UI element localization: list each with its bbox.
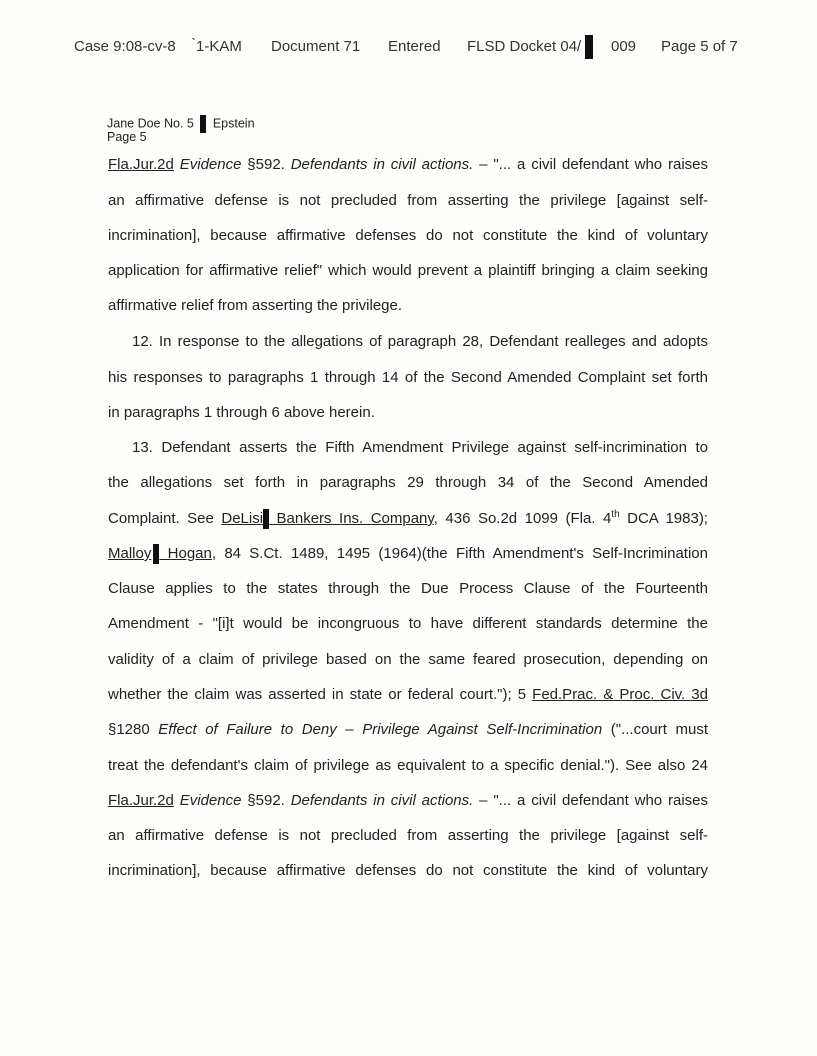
body-line: §1280 Effect of Failure to Deny – Privilege Against Self-Incrimination ("...court must xyxy=(108,721,708,738)
paragraph-13: 13. Defendant asserts the Fifth Amendment Privilege against self-incrimination to xyxy=(132,439,708,456)
party-plaintiff: Jane Doe No. 5 xyxy=(107,116,194,131)
body-line: in paragraphs 1 through 6 above herein. xyxy=(108,404,375,421)
entered-label: Entered xyxy=(388,38,441,55)
page-count: Page 5 of 7 xyxy=(661,38,738,55)
redaction-bar xyxy=(585,35,593,59)
citation-link: Hogan xyxy=(159,545,212,562)
docket-date-suffix: 009 xyxy=(611,38,637,55)
citation-link: DeLisi xyxy=(221,510,264,527)
body-line: an affirmative defense is not precluded from asserting the privilege [against self- xyxy=(108,192,708,209)
body-line: Fla.Jur.2d Evidence §592. Defendants in civil actions. – "... a civil defendant who raises xyxy=(108,156,708,173)
body-line: his responses to paragraphs 1 through 14 of the Second Amended Complaint set forth xyxy=(108,369,708,386)
body-line: Malloy Hogan, 84 S.Ct. 1489, 1495 (1964)(the Fifth Amendment's Self-Incrimination xyxy=(108,544,708,564)
body-line: the allegations set forth in paragraphs 29 through 34 of the Second Amended xyxy=(108,474,708,491)
body-line: treat the defendant's claim of privilege as equivalent to a specific denial."). See also 24 xyxy=(108,757,708,774)
case-number-suffix: ̀1-KAM xyxy=(196,38,242,55)
caption-page: Page 5 xyxy=(107,130,147,144)
body-line: Clause applies to the states through the Due Process Clause of the Fourteenth xyxy=(108,580,708,597)
body-line: Amendment - "[i]t would be incongruous to have different standards determine the xyxy=(108,615,708,632)
body-line: Complaint. See DeLisi Bankers Ins. Company, 436 So.2d 1099 (Fla. 4th DCA 1983); xyxy=(108,509,708,529)
page-header xyxy=(0,38,817,58)
case-number: Case 9:08-cv-8 xyxy=(74,38,176,55)
paragraph-12: 12. In response to the allegations of paragraph 28, Defendant realleges and adopts xyxy=(132,333,708,350)
document-number: Document 71 xyxy=(271,38,361,55)
citation-link: Bankers Ins. Company xyxy=(269,510,434,527)
body-line: whether the claim was asserted in state or federal court."); 5 Fed.Prac. & Proc. Civ. 3d xyxy=(108,686,708,703)
body-line: validity of a claim of privilege based on the same feared prosecution, depending on xyxy=(108,651,708,668)
citation-link: Fed.Prac. & Proc. Civ. 3d xyxy=(532,686,708,703)
party-defendant: Epstein xyxy=(212,116,255,131)
citation-link: Fla.Jur.2d xyxy=(108,792,174,809)
body-line: affirmative relief from asserting the privilege. xyxy=(108,297,403,314)
redaction-bar xyxy=(200,115,206,133)
docket-label: FLSD Docket 04/ xyxy=(467,38,582,55)
citation-link: Fla.Jur.2d xyxy=(108,156,174,173)
body-line: application for affirmative relief" which would prevent a plaintiff bringing a claim seeking xyxy=(108,262,708,279)
citation-link: Malloy xyxy=(108,545,152,562)
body-line: an affirmative defense is not precluded from asserting the privilege [against self- xyxy=(108,827,708,844)
body-line: incrimination], because affirmative defenses do not constitute the kind of voluntary xyxy=(108,862,708,879)
body-line: incrimination], because affirmative defenses do not constitute the kind of voluntary xyxy=(108,227,708,244)
body-line: Fla.Jur.2d Evidence §592. Defendants in civil actions. – "... a civil defendant who raises xyxy=(108,792,708,809)
